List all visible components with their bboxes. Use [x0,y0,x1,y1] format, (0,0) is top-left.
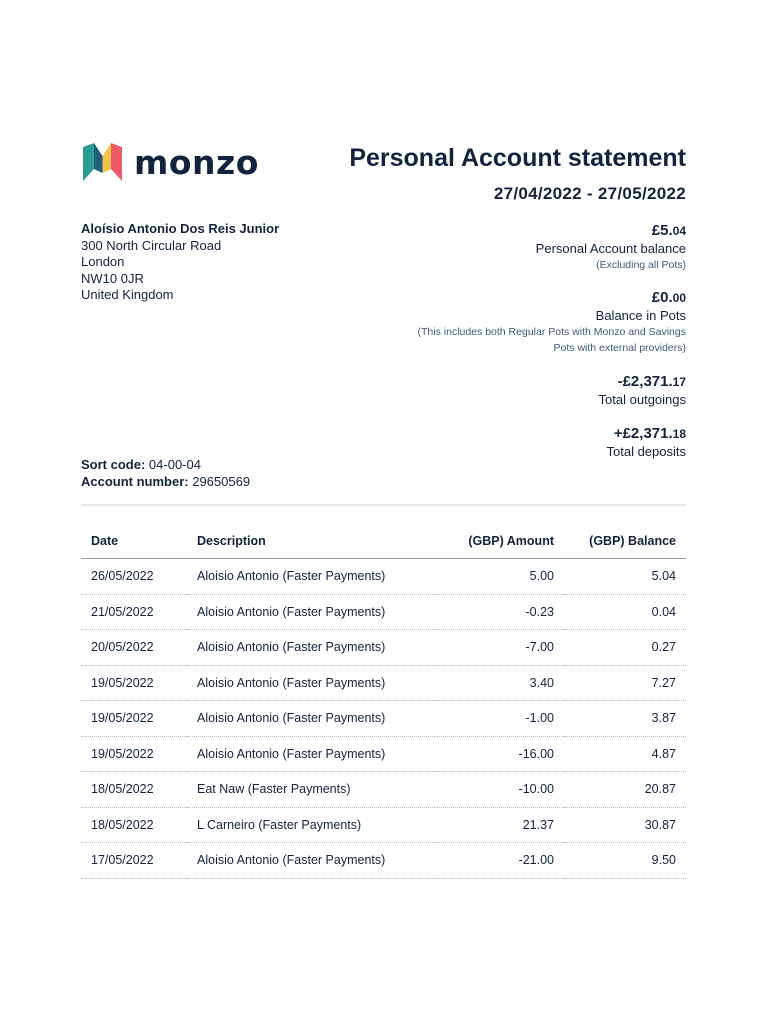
table-row [81,772,686,808]
customer-name: Aloísio Antonio Dos Reis Junior [81,221,280,236]
cell-date: 18/05/2022 [81,807,187,843]
cell-amount: 5.00 [437,559,564,595]
total-outgoings-amount: -£2,371.17 [617,373,686,390]
cell-balance: 4.87 [564,736,686,772]
table-row [81,665,686,701]
cell-description: Aloisio Antonio (Faster Payments) [187,594,437,630]
cell-date: 19/05/2022 [81,701,187,737]
pots-balance-amount: £0.00 [651,289,686,306]
table-row [81,736,686,772]
section-divider [81,504,686,506]
address-line: United Kingdom [81,287,174,302]
cell-balance: 20.87 [564,772,686,808]
table-row [81,701,686,737]
sort-code [81,457,250,474]
cell-date: 20/05/2022 [81,630,187,666]
account-number [81,474,250,491]
cell-amount: -21.00 [437,843,564,879]
cell-description: Eat Naw (Faster Payments) [187,772,437,808]
table-row [81,843,686,879]
cell-description: Aloisio Antonio (Faster Payments) [187,701,437,737]
cell-description: Aloisio Antonio (Faster Payments) [187,843,437,879]
cell-date: 19/05/2022 [81,665,187,701]
cell-date: 19/05/2022 [81,736,187,772]
pots-balance-note: (This includes both Regular Pots with Monzo and Savings [417,326,686,338]
cell-amount: 3.40 [437,665,564,701]
cell-description: Aloisio Antonio (Faster Payments) [187,559,437,595]
cell-balance: 0.04 [564,594,686,630]
total-deposits-block [607,425,687,460]
cell-description: L Carneiro (Faster Payments) [187,807,437,843]
column-header-balance: (GBP) Balance [564,523,686,559]
cell-description: Aloisio Antonio (Faster Payments) [187,736,437,772]
total-deposits-amount: +£2,371.18 [613,425,686,442]
account-number-label: Account number: [81,473,189,489]
cell-description: Aloisio Antonio (Faster Payments) [187,630,437,666]
column-header-description: Description [187,523,437,559]
address-line: London [81,254,125,269]
pots-balance-block [418,289,686,356]
cell-balance: 7.27 [564,665,686,701]
cell-amount: -7.00 [437,630,564,666]
cell-balance: 9.50 [564,843,686,879]
column-header-date: Date [81,523,187,559]
customer-address [81,221,279,304]
pots-balance-label: Balance in Pots [595,308,686,323]
table-row [81,630,686,666]
cell-balance: 30.87 [564,807,686,843]
cell-balance: 3.87 [564,701,686,737]
table-row [81,594,686,630]
cell-balance: 0.27 [564,630,686,666]
monzo-logo [81,143,259,181]
account-number-value: 29650569 [192,473,251,489]
cell-date: 26/05/2022 [81,559,187,595]
monzo-m-icon [81,143,124,181]
cell-amount: -1.00 [437,701,564,737]
brand-wordmark: monzo [134,142,259,182]
account-balance-block [536,222,686,273]
account-details [81,457,250,490]
cell-amount: 21.37 [437,807,564,843]
sort-code-label: Sort code: [81,457,146,472]
cell-description: Aloisio Antonio (Faster Payments) [187,665,437,701]
table-row [81,807,686,843]
cell-balance: 5.04 [564,559,686,595]
cell-date: 18/05/2022 [81,772,187,808]
total-outgoings-block [599,373,686,408]
account-balance-note: (Excluding all Pots) [596,259,686,271]
cell-date: 21/05/2022 [81,594,187,630]
transactions-table [81,523,686,879]
cell-amount: -0.23 [437,594,564,630]
cell-amount: -16.00 [437,736,564,772]
table-row [81,559,686,595]
sort-code-value: 04-00-04 [148,457,201,472]
cell-date: 17/05/2022 [81,843,187,879]
table-header-row [81,523,686,559]
total-outgoings-label: Total outgoings [598,392,686,407]
account-balance-amount: £5.04 [651,222,686,239]
statement-title: Personal Account statement [349,144,686,172]
address-line: 300 North Circular Road [81,237,222,253]
column-header-amount: (GBP) Amount [437,523,564,559]
account-balance-label: Personal Account balance [535,241,686,256]
statement-period: 27/04/2022 - 27/05/2022 [493,184,686,203]
address-line: NW10 0JR [81,270,144,286]
cell-amount: -10.00 [437,772,564,808]
pots-balance-note: Pots with external providers) [553,342,686,354]
total-deposits-label: Total deposits [606,444,686,459]
